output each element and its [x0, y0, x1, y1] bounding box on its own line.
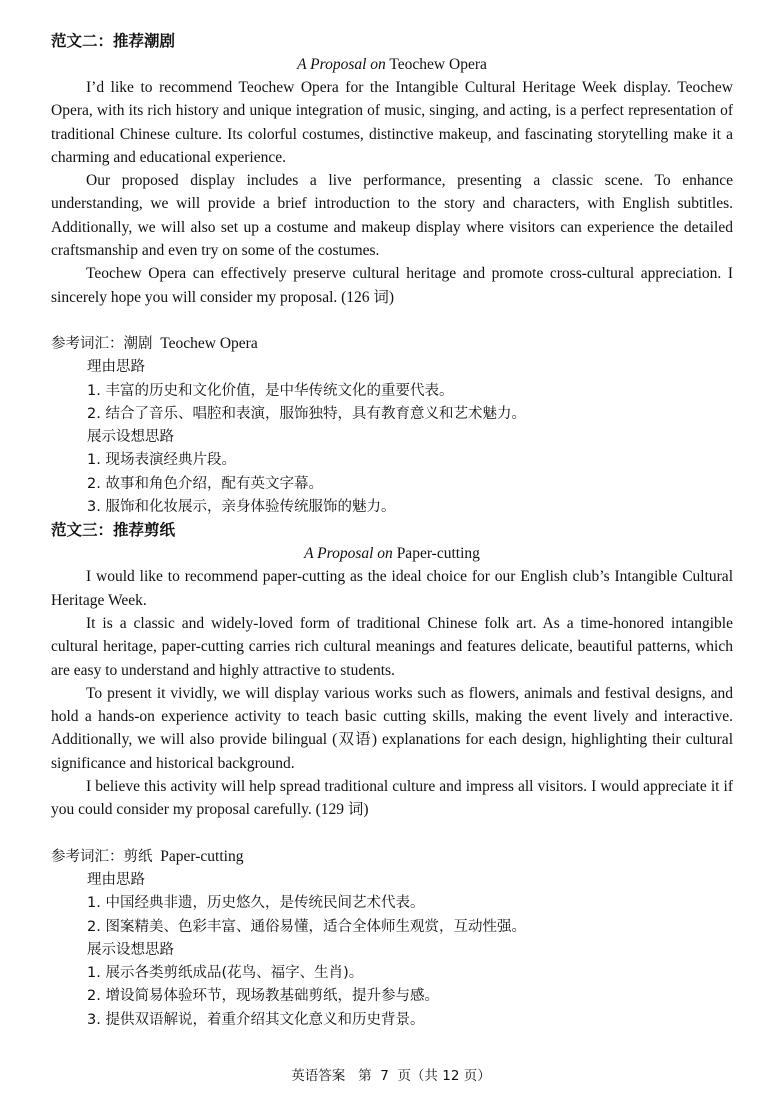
section2-heading: 范文二：推荐潮剧	[51, 32, 176, 50]
outline-line: 3. 提供双语解说，着重介绍其文化意义和历史背景。	[87, 1011, 425, 1028]
section3-paragraph-1: I would like to recommend paper-cutting as the ideal choice for our English club’s Intangible Cultural Heritage Week.	[51, 568, 733, 609]
outline-line: 1. 丰富的历史和文化价值，是中华传统文化的重要代表。	[87, 382, 454, 399]
section3-title	[51, 542, 733, 565]
section3-vocab-label: 参考词汇：剪纸	[51, 848, 153, 865]
section2-vocab-label: 参考词汇：潮剧	[51, 335, 153, 352]
outline-line: 3. 服饰和化妆展示，亲身体验传统服饰的魅力。	[87, 499, 396, 516]
footer-page-number: 7	[380, 1068, 389, 1084]
section2-title-italic: A Proposal on	[297, 56, 386, 73]
section2-paragraph-3: Teochew Opera can effectively preserve cultural heritage and promote cross-cultural appreciation. I sincerely hope you will consider my proposal. (126 词)	[51, 265, 733, 306]
section3-vocab-en: Paper-cutting	[160, 847, 244, 865]
section3-vocab	[51, 845, 733, 869]
section3-heading: 范文三：推荐剪纸	[51, 521, 176, 540]
section3-paragraph-4: I believe this activity will help spread traditional culture and impress all visitors. I would appreciate it if you could consider my proposal carefully. (129 词)	[51, 778, 733, 819]
outline-line: 2. 结合了音乐、唱腔和表演，服饰独特，具有教育意义和艺术魅力。	[87, 405, 526, 422]
section2-paragraph-2: Our proposed display includes a live performance, presenting a classic scene. To enhance understanding, we will provide a brief introduction to the story and characters, with English subtitles. Additionally, we will also set up a costume and makeup display where visitors can experience the detailed craftsmanship and even try on some of the costumes.	[51, 172, 733, 260]
outline-line: 2. 图案精美、色彩丰富、通俗易懂，适合全体师生观赏，互动性强。	[87, 918, 526, 935]
outline-line: 理由思路	[87, 359, 145, 376]
footer-page-prefix: 第	[358, 1068, 372, 1084]
outline-line: 展示设想思路	[87, 941, 174, 958]
section2-vocab-en: Teochew Opera	[160, 334, 258, 352]
section3-title-italic: A Proposal on	[304, 545, 393, 563]
section2-outline	[51, 356, 733, 519]
footer-page-suffix: 页（共 12 页）	[397, 1068, 491, 1084]
outline-line: 1. 中国经典非遗，历史悠久，是传统民间艺术代表。	[87, 895, 425, 912]
outline-line: 展示设想思路	[87, 429, 174, 446]
section2-title	[51, 53, 733, 76]
outline-line: 1. 展示各类剪纸成品(花鸟、福字、生肖)。	[87, 965, 364, 982]
page-footer	[0, 1066, 782, 1086]
section3-outline	[51, 869, 733, 1032]
footer-subject: 英语答案	[291, 1068, 346, 1084]
document-page	[51, 30, 733, 1032]
section2-vocab	[51, 332, 733, 356]
outline-line: 理由思路	[87, 871, 145, 888]
outline-line: 2. 故事和角色介绍，配有英文字幕。	[87, 475, 323, 492]
outline-line: 1. 现场表演经典片段。	[87, 452, 236, 469]
section3-paragraph-3: To present it vividly, we will display various works such as flowers, animals and festival designs, and hold a hands-on experience activity to teach basic cutting skills, making the event lively and interactive. Additionally, we will also provide bilingual (双语) explanations for each design, highlighting their cultural significance and historical background.	[51, 684, 733, 772]
section2-paragraph-1: I’d like to recommend Teochew Opera for the Intangible Cultural Heritage Week display. Teochew Opera, with its rich history and unique integration of music, singing, and acting, is a perfect representation of traditional Chinese culture. Its colorful costumes, distinctive makeup, and fascinating storytelling make it a charming and educational experience.	[51, 79, 733, 166]
section3-paragraph-2: It is a classic and widely-loved form of traditional Chinese folk art. As a time-honored intangible cultural heritage, paper-cutting carries rich cultural meanings and features delicate, beautiful patterns, which are easy to understand and highly attractive to students.	[51, 614, 733, 679]
section3-title-rest: Paper-cutting	[392, 545, 480, 563]
section2-title-rest: Teochew Opera	[385, 56, 487, 73]
outline-line: 2. 增设简易体验环节，现场教基础剪纸，提升参与感。	[87, 988, 439, 1005]
